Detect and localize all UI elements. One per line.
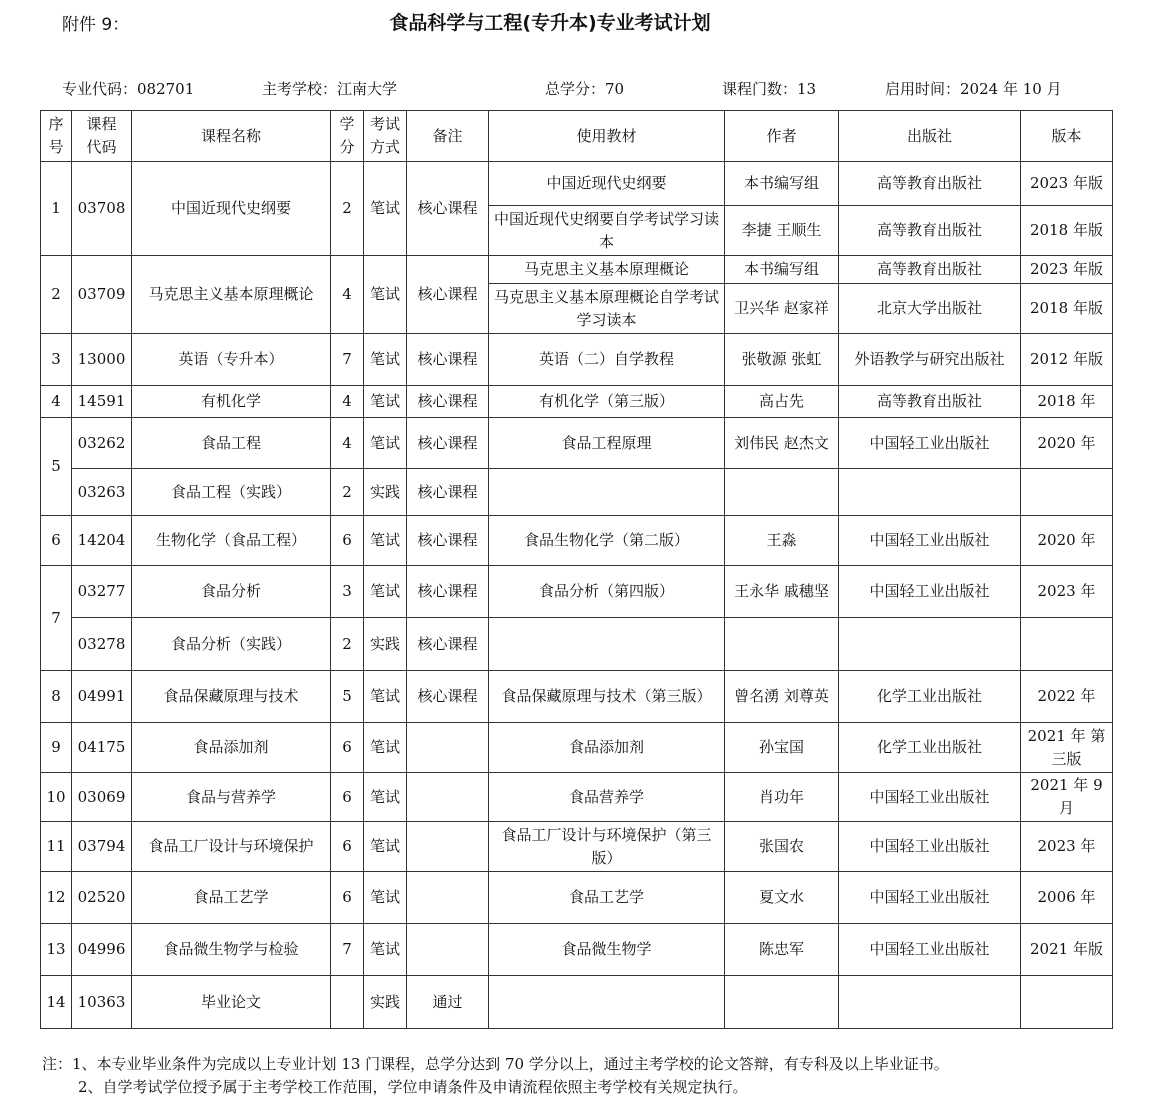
cell-seq: 13 [41,924,72,976]
cell-credits [331,976,364,1029]
cell-credits: 7 [331,334,364,386]
cell-textbook: 中国近现代史纲要 [489,162,725,206]
header-edition: 版本 [1021,111,1113,162]
cell-edition: 2022 年 [1021,671,1113,723]
cell-author: 刘伟民 赵杰文 [725,418,839,469]
cell-seq: 1 [41,162,72,256]
cell-seq: 10 [41,773,72,822]
cell-credits: 7 [331,924,364,976]
cell-textbook: 有机化学（第三版） [489,386,725,418]
cell-textbook: 英语（二）自学教程 [489,334,725,386]
cell-credits: 4 [331,386,364,418]
cell-code: 03709 [72,256,132,334]
cell-code: 03277 [72,566,132,618]
header-exam: 考试 方式 [364,111,407,162]
cell-name: 毕业论文 [132,976,331,1029]
cell-edition: 2021 年版 [1021,924,1113,976]
cell-edition [1021,618,1113,671]
cell-textbook: 食品工厂设计与环境保护（第三版） [489,822,725,872]
cell-code: 03263 [72,469,132,516]
cell-textbook [489,469,725,516]
header-code: 课程 代码 [72,111,132,162]
table-row [41,723,1113,773]
cell-publisher: 外语教学与研究出版社 [839,334,1021,386]
cell-edition: 2020 年 [1021,418,1113,469]
cell-name: 食品与营养学 [132,773,331,822]
cell-exam: 实践 [364,618,407,671]
cell-seq: 14 [41,976,72,1029]
cell-publisher: 高等教育出版社 [839,162,1021,206]
cell-remark: 核心课程 [407,334,489,386]
cell-exam: 笔试 [364,516,407,566]
cell-exam: 笔试 [364,822,407,872]
table-row [41,773,1113,822]
cell-code: 03262 [72,418,132,469]
cell-credits: 6 [331,773,364,822]
table-row [41,924,1113,976]
cell-author: 陈忠军 [725,924,839,976]
cell-textbook [489,976,725,1029]
cell-credits: 3 [331,566,364,618]
cell-exam: 笔试 [364,924,407,976]
table-row [41,671,1113,723]
cell-exam: 笔试 [364,256,407,334]
cell-author: 夏文水 [725,872,839,924]
cell-credits: 6 [331,516,364,566]
cell-edition: 2018 年版 [1021,284,1113,334]
cell-credits: 6 [331,723,364,773]
cell-textbook: 食品生物化学（第二版） [489,516,725,566]
cell-textbook: 马克思主义基本原理概论自学考试学习读本 [489,284,725,334]
header-textbook: 使用教材 [489,111,725,162]
cell-author: 王永华 戚穗坚 [725,566,839,618]
header-author: 作者 [725,111,839,162]
cell-edition: 2006 年 [1021,872,1113,924]
cell-code: 13000 [72,334,132,386]
cell-textbook: 马克思主义基本原理概论 [489,256,725,284]
cell-exam: 笔试 [364,671,407,723]
page-title: 食品科学与工程(专升本)专业考试计划 [389,12,711,34]
cell-seq: 2 [41,256,72,334]
table-row [41,976,1113,1029]
header-row [41,111,1113,162]
cell-publisher: 北京大学出版社 [839,284,1021,334]
exam-plan-table [40,110,1113,1029]
cell-remark [407,924,489,976]
note-2: 2、自学考试学位授予属于主考学校工作范围，学位申请条件及申请流程依照主考学校有关规定执行。 [78,1078,748,1096]
cell-textbook: 食品保藏原理与技术（第三版） [489,671,725,723]
cell-code: 04175 [72,723,132,773]
cell-edition: 2021 年 第三版 [1021,723,1113,773]
cell-name: 食品保藏原理与技术 [132,671,331,723]
note-1: 注：1、本专业毕业条件为完成以上专业计划 13 门课程，总学分达到 70 学分以上，通过主考学校的论文答辩，有专科及以上毕业证书。 [42,1055,949,1073]
cell-seq: 5 [41,418,72,516]
cell-name: 食品工程（实践） [132,469,331,516]
cell-edition: 2012 年版 [1021,334,1113,386]
cell-credits: 6 [331,822,364,872]
table-row [41,162,1113,206]
cell-name: 中国近现代史纲要 [132,162,331,256]
cell-exam: 笔试 [364,418,407,469]
cell-name: 食品分析 [132,566,331,618]
cell-edition: 2023 年版 [1021,162,1113,206]
cell-edition: 2018 年版 [1021,206,1113,256]
cell-credits: 2 [331,469,364,516]
cell-author: 张敬源 张虹 [725,334,839,386]
cell-name: 食品工厂设计与环境保护 [132,822,331,872]
cell-name: 生物化学（食品工程） [132,516,331,566]
cell-credits: 4 [331,418,364,469]
cell-publisher: 高等教育出版社 [839,386,1021,418]
cell-textbook: 食品工程原理 [489,418,725,469]
cell-edition [1021,469,1113,516]
cell-remark: 核心课程 [407,418,489,469]
cell-publisher: 中国轻工业出版社 [839,516,1021,566]
table-row [41,386,1113,418]
cell-remark [407,872,489,924]
course-count: 课程门数：13 [722,80,817,98]
cell-code: 03278 [72,618,132,671]
cell-credits: 2 [331,162,364,256]
cell-author: 张国农 [725,822,839,872]
cell-seq: 6 [41,516,72,566]
cell-publisher: 中国轻工业出版社 [839,773,1021,822]
cell-edition: 2023 年 [1021,566,1113,618]
table-row [41,872,1113,924]
cell-exam: 笔试 [364,162,407,256]
cell-name: 食品工艺学 [132,872,331,924]
table-row [41,256,1113,284]
cell-publisher: 中国轻工业出版社 [839,822,1021,872]
exam-school: 主考学校：江南大学 [262,80,398,98]
cell-code: 14591 [72,386,132,418]
cell-publisher [839,618,1021,671]
cell-author: 高占先 [725,386,839,418]
cell-textbook: 食品添加剂 [489,723,725,773]
cell-code: 14204 [72,516,132,566]
total-credits: 总学分：70 [545,80,625,98]
cell-credits: 2 [331,618,364,671]
cell-remark [407,822,489,872]
cell-textbook: 食品营养学 [489,773,725,822]
cell-name: 食品工程 [132,418,331,469]
cell-edition: 2020 年 [1021,516,1113,566]
cell-remark: 核心课程 [407,618,489,671]
cell-publisher: 化学工业出版社 [839,671,1021,723]
cell-code: 04991 [72,671,132,723]
cell-exam: 笔试 [364,723,407,773]
cell-seq: 9 [41,723,72,773]
cell-publisher [839,976,1021,1029]
cell-exam: 实践 [364,469,407,516]
cell-textbook: 中国近现代史纲要自学考试学习读本 [489,206,725,256]
cell-seq: 7 [41,566,72,671]
cell-author: 本书编写组 [725,162,839,206]
cell-seq: 3 [41,334,72,386]
cell-remark: 核心课程 [407,516,489,566]
cell-publisher: 化学工业出版社 [839,723,1021,773]
cell-code: 10363 [72,976,132,1029]
cell-edition: 2021 年 9 月 [1021,773,1113,822]
cell-author [725,618,839,671]
start-time: 启用时间：2024 年 10 月 [885,80,1062,98]
cell-publisher: 高等教育出版社 [839,256,1021,284]
cell-author [725,976,839,1029]
header-name: 课程名称 [132,111,331,162]
table-row [41,418,1113,469]
cell-remark [407,773,489,822]
cell-credits: 4 [331,256,364,334]
cell-exam: 笔试 [364,386,407,418]
cell-remark: 核心课程 [407,469,489,516]
cell-name: 马克思主义基本原理概论 [132,256,331,334]
cell-edition: 2023 年 [1021,822,1113,872]
cell-remark: 核心课程 [407,671,489,723]
cell-name: 英语（专升本） [132,334,331,386]
table-row [41,516,1113,566]
cell-publisher: 中国轻工业出版社 [839,924,1021,976]
cell-name: 食品分析（实践） [132,618,331,671]
cell-author: 曾名湧 刘尊英 [725,671,839,723]
cell-remark: 核心课程 [407,566,489,618]
cell-textbook: 食品工艺学 [489,872,725,924]
cell-name: 食品微生物学与检验 [132,924,331,976]
cell-remark [407,723,489,773]
cell-author [725,469,839,516]
cell-remark: 通过 [407,976,489,1029]
cell-textbook: 食品微生物学 [489,924,725,976]
header-seq: 序 号 [41,111,72,162]
cell-textbook [489,618,725,671]
cell-credits: 5 [331,671,364,723]
attachment-label: 附件 9： [62,15,130,35]
cell-seq: 12 [41,872,72,924]
cell-publisher: 高等教育出版社 [839,206,1021,256]
header-publisher: 出版社 [839,111,1021,162]
cell-exam: 实践 [364,976,407,1029]
table-row [41,469,1113,516]
table-row [41,334,1113,386]
cell-exam: 笔试 [364,334,407,386]
cell-name: 有机化学 [132,386,331,418]
cell-seq: 11 [41,822,72,872]
cell-remark: 核心课程 [407,256,489,334]
cell-author: 孙宝国 [725,723,839,773]
cell-edition [1021,976,1113,1029]
table-row [41,618,1113,671]
cell-author: 李捷 王顺生 [725,206,839,256]
cell-publisher: 中国轻工业出版社 [839,872,1021,924]
major-code: 专业代码：082701 [62,80,195,98]
cell-exam: 笔试 [364,566,407,618]
cell-code: 03069 [72,773,132,822]
table-row [41,822,1113,872]
cell-seq: 8 [41,671,72,723]
cell-exam: 笔试 [364,872,407,924]
cell-code: 03794 [72,822,132,872]
cell-remark: 核心课程 [407,162,489,256]
cell-author: 本书编写组 [725,256,839,284]
cell-publisher [839,469,1021,516]
cell-code: 02520 [72,872,132,924]
cell-edition: 2018 年 [1021,386,1113,418]
cell-publisher: 中国轻工业出版社 [839,566,1021,618]
cell-author: 肖功年 [725,773,839,822]
cell-code: 04996 [72,924,132,976]
header-credits: 学 分 [331,111,364,162]
header-remark: 备注 [407,111,489,162]
cell-exam: 笔试 [364,773,407,822]
cell-remark: 核心课程 [407,386,489,418]
cell-edition: 2023 年版 [1021,256,1113,284]
cell-name: 食品添加剂 [132,723,331,773]
cell-author: 王淼 [725,516,839,566]
table-row [41,566,1113,618]
cell-textbook: 食品分析（第四版） [489,566,725,618]
cell-seq: 4 [41,386,72,418]
cell-code: 03708 [72,162,132,256]
cell-author: 卫兴华 赵家祥 [725,284,839,334]
cell-credits: 6 [331,872,364,924]
cell-publisher: 中国轻工业出版社 [839,418,1021,469]
